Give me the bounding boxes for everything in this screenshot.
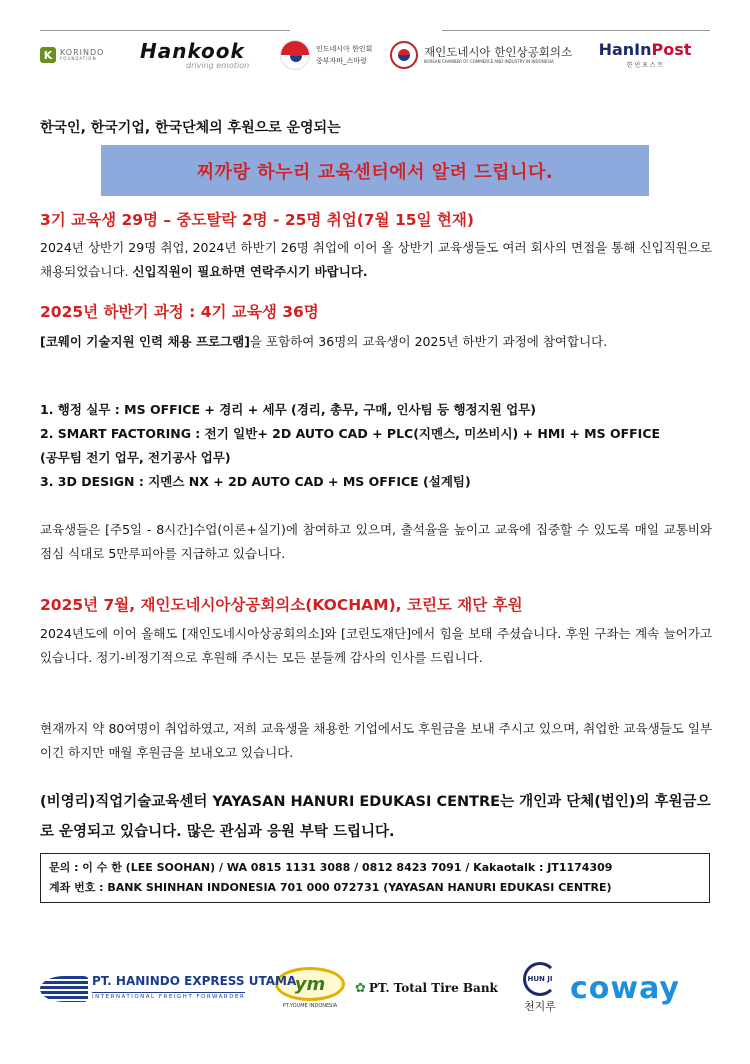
closing-statement: (비영리)직업기술교육센터 YAYASAN HANURI EDUKASI CENTRE는 개인과 단체(법인)의 후원금으로 운영되고 있습니다. 많은 관심과 응원 부탁 드립니다. <box>40 794 711 840</box>
title-banner <box>101 145 649 196</box>
kocham-logo: 재인도네시아 한인상공회의소 KOREAN CHAMBER OF COMMERCE AND INDUSTRY IN INDONESIA <box>390 41 600 69</box>
section3-heading: 2025년 7월, 재인도네시아상공회의소(KOCHAM), 코린도 재단 후원 <box>40 596 523 614</box>
kocham-seal-icon <box>390 41 418 69</box>
section3-body2: 현재까지 약 80여명이 취업하였고, 저희 교육생을 채용한 기업에서도 후원금을 보내 주시고 있으며, 취업한 교육생들도 일부이긴 하지만 매월 후원금을 보내오고 있습니다. <box>40 721 712 760</box>
intro-text: 한국인, 한국기업, 한국단체의 후원으로 운영되는 <box>40 120 341 136</box>
korindo-logo: K KORINDO FOUNDATION <box>40 47 140 63</box>
banner-title: 찌까랑 하누리 교육센터에서 알려 드립니다. <box>196 161 554 183</box>
section1-heading: 3기 교육생 29명 – 중도탈락 2명 - 25명 취업(7월 15일 현재) <box>40 211 474 229</box>
chunji-logo: HUN JI 천지루 <box>510 962 570 1014</box>
section3-body1: 2024년도에 이어 올해도 [재인도네시아상공회의소]와 [코린도재단]에서 힘을 보태 주셨습니다. 후원 구좌는 계속 늘어가고 있습니다. 정기-비정기적으로 후원해 주시는 모든 분들께 감사의 인사를 드립니다. <box>40 626 712 665</box>
youme-logo: ym PT.YOUME INDONESIA <box>265 967 355 1009</box>
section2-body: [코웨이 기술지원 인력 채용 프로그램]을 포함하여 36명의 교육생이 2025년 하반기 과정에 참여합니다. <box>40 334 608 349</box>
course-item: 2. SMART FACTORING : 전기 일반+ 2D AUTO CAD + PLC(지멘스, 미쓰비시) + HMI + MS OFFICE <box>40 426 661 441</box>
hankook-logo: Hankook driving emotion <box>140 38 250 70</box>
header-logos <box>40 34 710 76</box>
bank-account-line: 계좌 번호 : BANK SHINHAN INDONESIA 701 000 072731 (YAYASAN HANURI EDUKASI CENTRE) <box>49 881 612 894</box>
section1-body: 2024년 상반기 29명 취업, 2024년 하반기 26명 취업에 이어 올 상반기 교육생들도 여러 회사의 면접을 통해 신입직원으로 채용되었습니다. 신입직원이 필요하면 연락주시기 바랍니다. <box>40 240 712 279</box>
section2-heading: 2025년 하반기 과정 : 4기 교육생 36명 <box>40 303 319 321</box>
haninpost-logo: HanInPost 한 인 포 스 트 <box>598 39 692 69</box>
sponsor-logos <box>40 958 710 1018</box>
section2-note: 교육생들은 [주5일 - 8시간]수업(이론+실기)에 참여하고 있으며, 출석율을 높이고 교육에 집중할 수 있도록 매일 교통비와 점심 식대로 5만루피아를 지급하고 있습니다. <box>40 522 712 561</box>
hanindo-logo: PT. HANINDO EXPRESS UTAMA INTERNATIONAL FREIGHT FORWARDER <box>40 970 265 1006</box>
course-item: (공무팀 전기 업무, 전기공사 업무) <box>40 450 231 465</box>
coway-logo: coway <box>570 970 680 1006</box>
contact-line: 문의 : 이 수 한 (LEE SOOHAN) / WA 0815 1131 3088 / 0812 8423 7091 / Kakaotalk : JT1174309 <box>49 861 613 874</box>
tire-leaf-icon: ✿ <box>355 980 366 996</box>
korindo-k-icon: K <box>40 47 56 63</box>
course-list <box>40 398 712 494</box>
header-rule <box>40 30 710 31</box>
total-tire-bank-logo: ✿ PT. Total Tire Bank <box>355 980 498 996</box>
hanindo-stripes-icon <box>40 976 88 1002</box>
course-item: 3. 3D DESIGN : 지멘스 NX + 2D AUTO CAD + MS OFFICE (설계팀) <box>40 474 471 489</box>
korean-flag-icon <box>280 40 310 70</box>
course-item: 1. 행정 실무 : MS OFFICE + 경리 + 세무 (경리, 총무, 구매, 인사팀 등 행정지원 업무) <box>40 402 537 417</box>
korean-association-logo: 인도네시아 한인회 중부자바_스마랑 <box>280 40 390 70</box>
contact-box <box>40 853 710 903</box>
